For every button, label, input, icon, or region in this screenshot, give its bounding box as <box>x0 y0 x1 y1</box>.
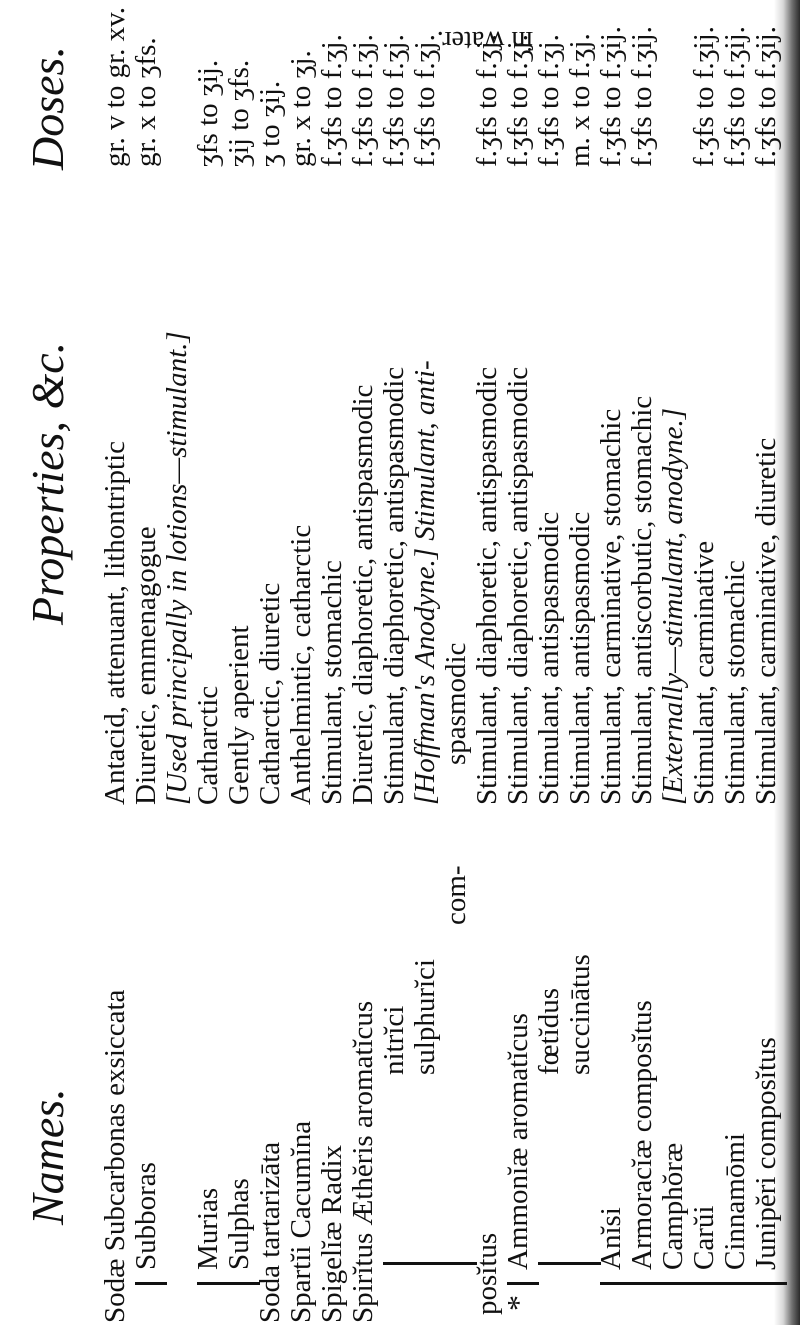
ditto-bar <box>755 1282 787 1285</box>
name-cell: Subboras <box>130 1162 162 1270</box>
name-cell: Murias <box>192 1187 224 1270</box>
dose-cell: ʒij to ʒfs. <box>223 59 255 167</box>
table-row <box>689 0 720 1325</box>
dose-cell: m. x to f.ʒj. <box>564 33 596 167</box>
dose-cell: f.ʒfs to f.ʒj. <box>316 34 348 167</box>
dose-cell: f.ʒfs to f.ʒj. <box>533 34 565 167</box>
properties-cell: Catharctic <box>192 685 224 805</box>
properties-cell: spasmodic <box>440 642 472 765</box>
table-row <box>596 0 627 1325</box>
table-row <box>162 0 193 1325</box>
dose-cell: f.ʒfs to f.ʒij. <box>750 26 782 167</box>
table-row <box>317 0 348 1325</box>
table-row <box>472 0 503 1325</box>
table-row <box>100 0 131 1325</box>
name-cell: succinātus <box>564 954 596 1075</box>
dose-cell: f.ʒfs to f.ʒij. <box>595 26 627 167</box>
name-cell: Cinnamōmi <box>719 1133 751 1270</box>
properties-cell: Stimulant, stomachic <box>316 560 348 805</box>
names-header: Names. <box>22 1088 73 1225</box>
name-cell: posĭtus <box>471 1232 503 1315</box>
table-row <box>500 0 536 1325</box>
name-cell: sulphurĭci <box>409 959 441 1075</box>
side-note <box>400 8 570 56</box>
properties-cell: Stimulant, diaphoretic, antispasmodic <box>471 366 503 805</box>
properties-cell: Stimulant, diaphoretic, antispasmodic <box>378 366 410 805</box>
properties-cell: Catharctic, diuretic <box>254 582 286 805</box>
properties-cell: Stimulant, carminative, diuretic <box>750 437 782 805</box>
table-row <box>627 0 658 1325</box>
name-cell: Anĭsi <box>595 1207 627 1270</box>
table-row <box>224 0 255 1325</box>
dose-cell: gr. x to ʒfs. <box>130 37 162 167</box>
properties-cell: Stimulant, carminative <box>688 540 720 805</box>
name-cell: Camphŏræ <box>657 1142 689 1270</box>
dose-cell: f.ʒfs to f.ʒj. <box>347 34 379 167</box>
properties-cell: [Used principally in lotions—stimulant.] <box>161 331 193 805</box>
name-cell: nitrĭci <box>378 1005 410 1075</box>
name-cell: Soda tartarizāta <box>254 1141 286 1323</box>
table-row <box>286 0 317 1325</box>
name-cell: Sodæ Subcarbonas exsiccata <box>99 989 131 1323</box>
dose-cell: f.ʒfs to f.ʒj. <box>378 34 410 167</box>
properties-cell: [Hoffman's Anodyne.] Stimulant, anti- <box>409 360 441 805</box>
properties-cell: Anthelmintic, catharctic <box>285 524 317 805</box>
properties-cell: Gently aperient <box>223 625 255 805</box>
properties-cell: [Externally—stimulant, anodyne.] <box>657 407 689 805</box>
properties-header: Properties, &c. <box>22 341 73 625</box>
name-cell: Spirĭtus Æthĕris aromatĭcus <box>347 1000 379 1323</box>
properties-cell: Diuretic, emmenagogue <box>130 526 162 805</box>
dose-cell: f.ʒfs to f.ʒij. <box>688 26 720 167</box>
properties-cell: Stimulant, antispasmodic <box>533 511 565 805</box>
name-cell: Spigelĭæ Radix <box>316 1144 348 1323</box>
table-row <box>658 0 689 1325</box>
table-row <box>534 0 565 1325</box>
dose-cell: f.ʒfs to f.ʒj. <box>471 34 503 167</box>
table-row <box>379 0 410 1325</box>
dose-cell: gr. x to ʒj. <box>285 50 317 167</box>
dose-cell: f.ʒfs to f.ʒij. <box>719 26 751 167</box>
name-cell: Sulphas <box>223 1178 255 1270</box>
table-row <box>131 0 162 1325</box>
name-cell: Ammonĭæ aromatĭcus <box>502 1013 534 1270</box>
name-cell: fœtĭdus <box>533 988 565 1075</box>
properties-cell: Stimulant, stomachic <box>719 560 751 805</box>
properties-cell: Stimulant, antiscorbutic, stomachic <box>626 395 658 805</box>
table-row <box>410 0 441 1325</box>
dose-cell: ʒ to ʒij. <box>254 80 286 167</box>
properties-cell: Stimulant, diaphoretic, antispasmodic <box>502 366 534 805</box>
table-row <box>441 0 472 1325</box>
table-row <box>348 0 379 1325</box>
asterisk-mark: * <box>500 1295 536 1311</box>
table-row <box>193 0 224 1325</box>
name-cell: Spartĭi Cacumĭna <box>285 1120 317 1323</box>
dose-cell: f.ʒfs to f.ʒij. <box>626 26 658 167</box>
name-cell: Junipĕri composĭtus <box>750 1037 782 1270</box>
table-row <box>751 0 782 1325</box>
table-row <box>720 0 751 1325</box>
properties-cell: Stimulant, carminative, stomachic <box>595 408 627 805</box>
side-note-text: in water. <box>436 25 534 56</box>
table-row <box>565 0 596 1325</box>
properties-cell: Antacid, attenuant, lithontriptic <box>99 440 131 805</box>
doses-header: Doses. <box>22 46 73 170</box>
dose-cell: f.ʒfs to f.ʒj. <box>502 34 534 167</box>
name-cell: Carŭi <box>688 1205 720 1270</box>
properties-cell: Stimulant, antispasmodic <box>564 511 596 805</box>
properties-cell: Diuretic, diaphoretic, antispasmodic <box>347 384 379 805</box>
name-cell: Armoracĭæ composĭtus <box>626 1000 658 1270</box>
table-row <box>255 0 286 1325</box>
dose-cell: ʒfs to ʒij. <box>192 59 224 167</box>
dose-cell: gr. v to gr. xv. <box>99 6 131 167</box>
name-cell: com- <box>440 865 472 925</box>
dose-cell: f.ʒfs to f.ʒj. <box>409 34 441 167</box>
